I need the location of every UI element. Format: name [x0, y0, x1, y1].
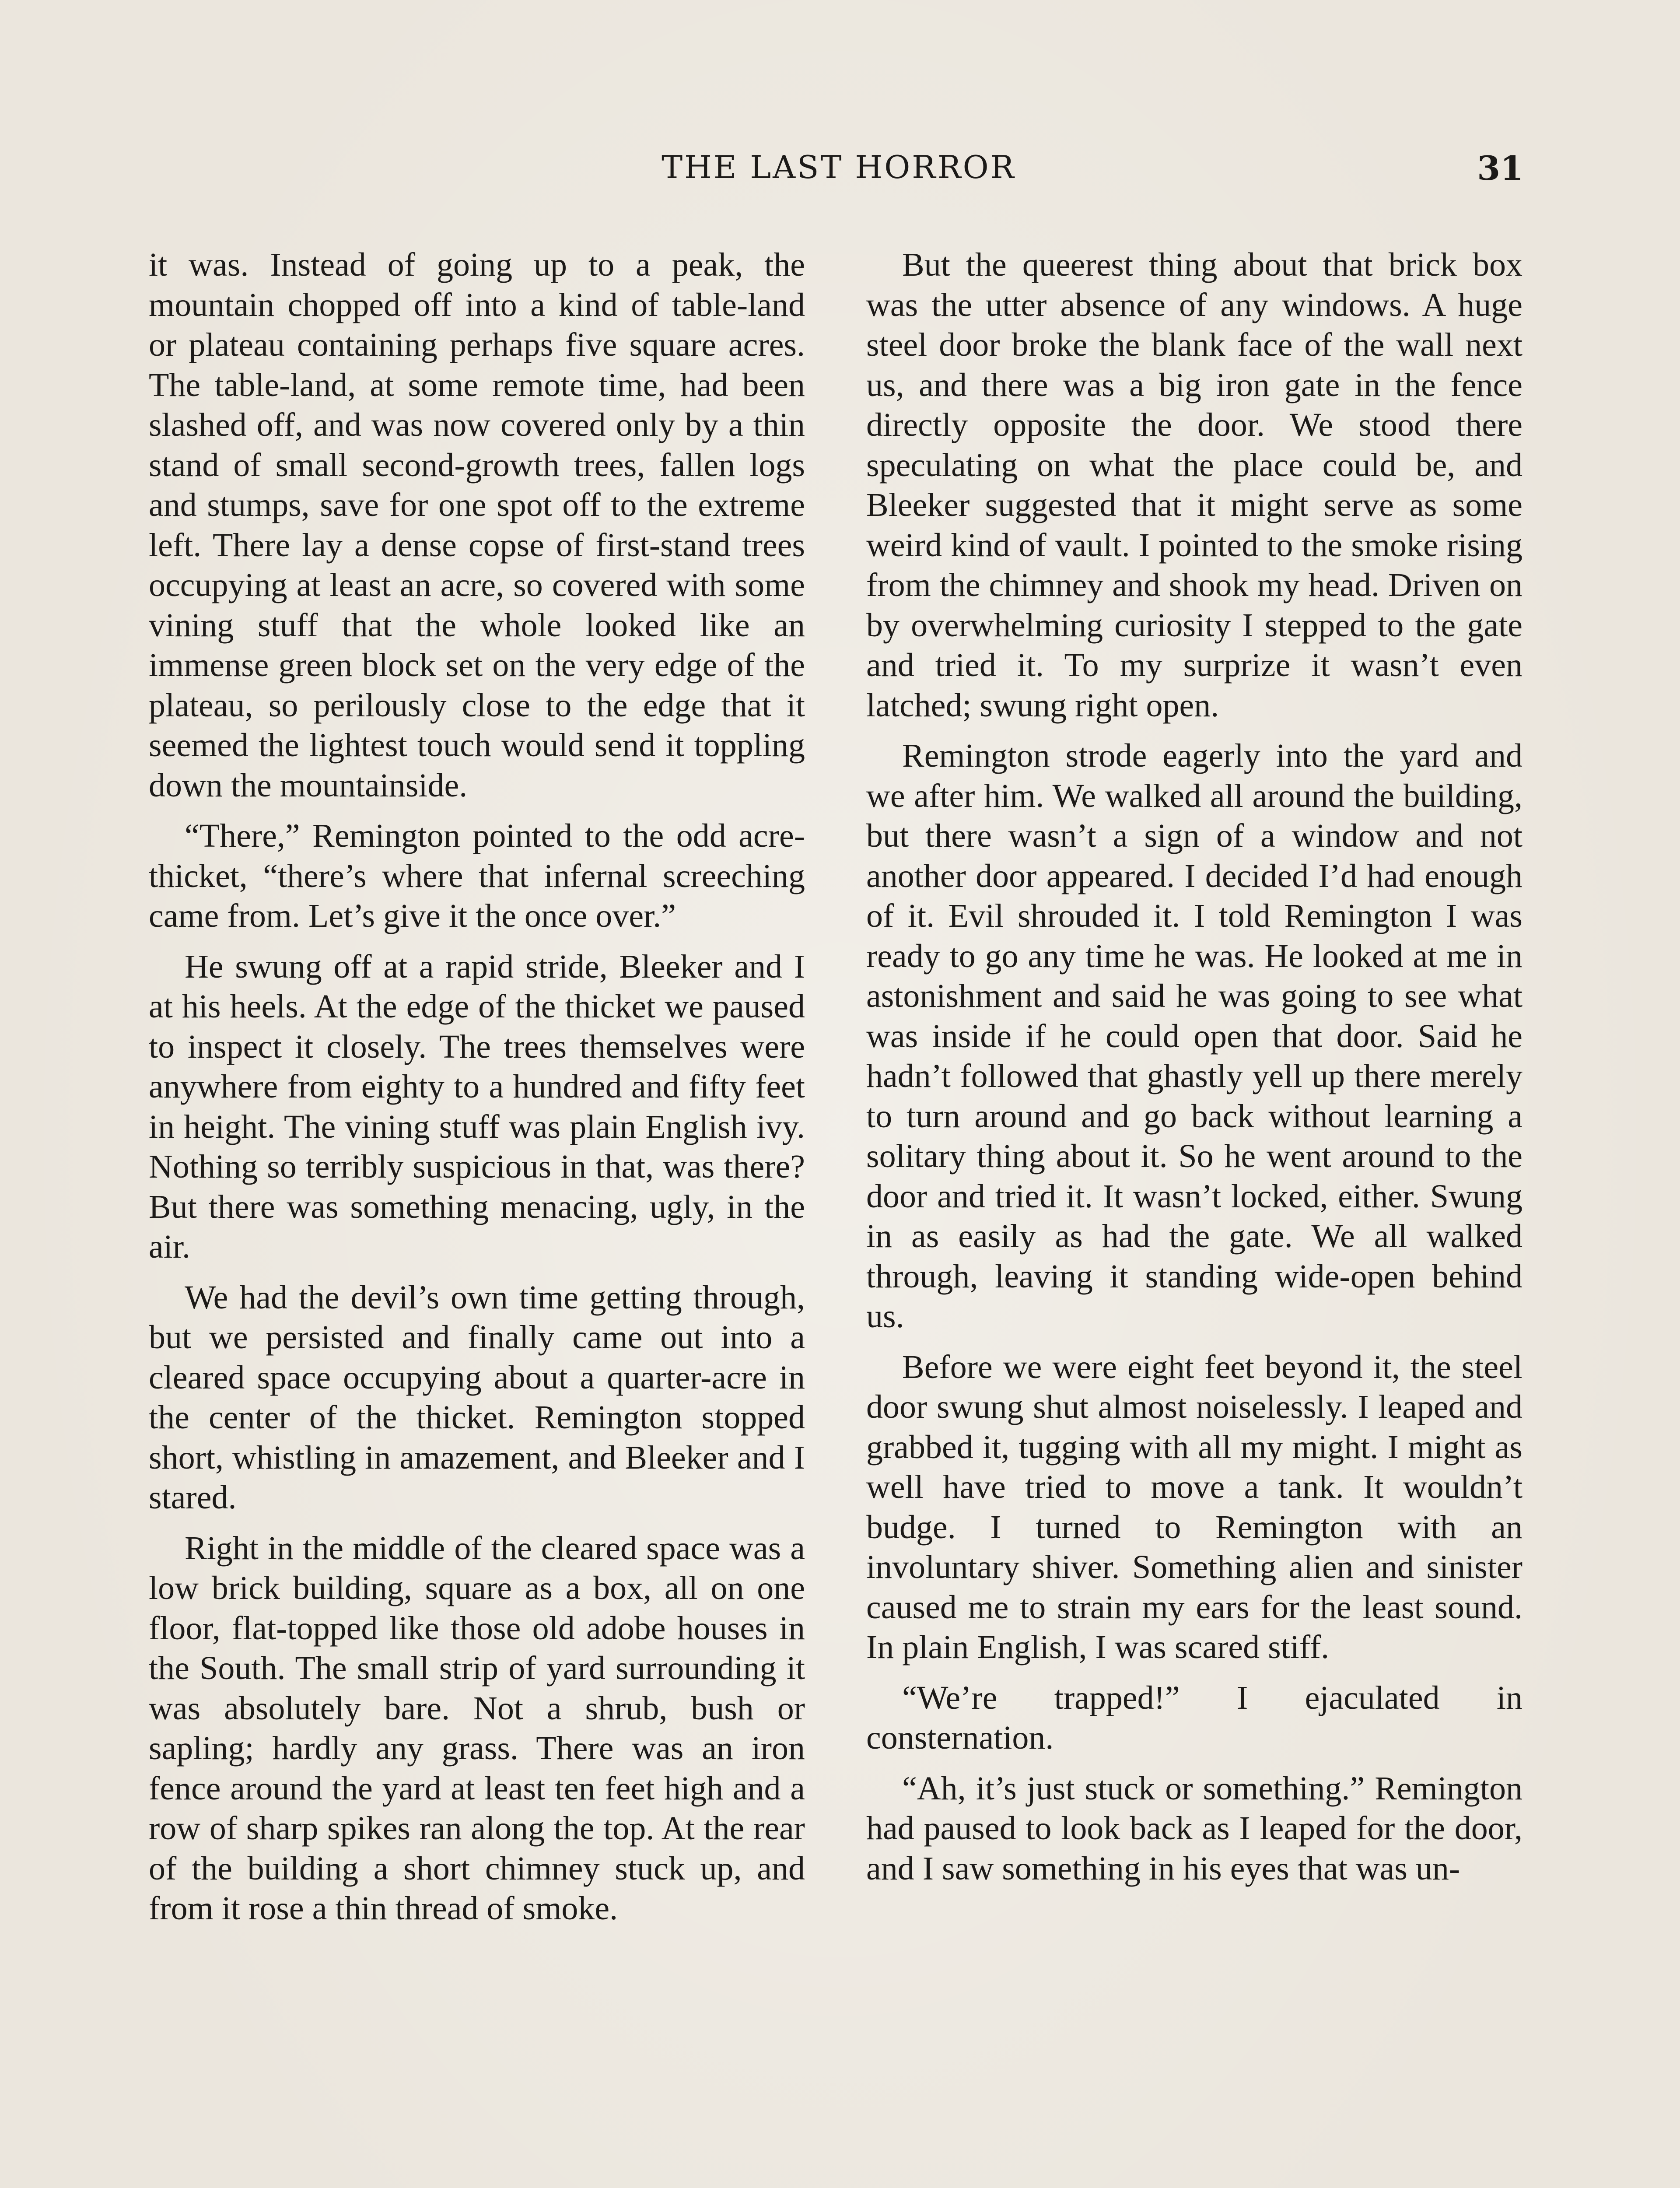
left-column: [149, 245, 805, 1939]
paragraph: “We’re trapped!” I ejaculated in consternation.: [866, 1679, 1522, 1756]
paragraph: He swung off at a rapid stride, Bleeker and I at his heels. At the edge of the thicket we paused to inspect it closely. The trees themselves were anywhere from eighty to a hundred and fifty feet in height. The vining stuff was plain English ivy. Nothing so terribly suspicious in that, was there? But there was something menacing, ugly, in the air.: [149, 948, 805, 1265]
right-column: [866, 245, 1522, 1899]
paragraph: it was. Instead of going up to a peak, the mountain chopped off into a kind of table-land or plateau containing perhaps five square acres. The table-land, at some remote time, had been slashed off, and was now covered only by a thin stand of small second-growth trees, fallen logs and stumps, save for one spot off to the extreme left. There lay a dense copse of first-stand trees occupying at least an acre, so covered with some vining stuff that the whole looked like an immense green block set on the very edge of the plateau, so perilously close to the edge that it seemed the lightest touch would send it toppling down the mountainside.: [149, 246, 805, 804]
running-head: [154, 149, 1523, 197]
paragraph: “There,” Remington pointed to the odd acre-thicket, “there’s where that infernal screeching came from. Let’s give it the once over.”: [149, 817, 805, 934]
paragraph: We had the devil’s own time getting through, but we persisted and finally came out into a cleared space occupying about a quarter-acre in the center of the thicket. Remington stopped short, whistling in amazement, and Bleeker and I stared.: [149, 1279, 805, 1516]
running-title: THE LAST HORROR: [662, 149, 1016, 186]
paragraph: Remington strode eagerly into the yard and we after him. We walked all around the building, but there wasn’t a sign of a window and not another door appeared. I decided I’d had enough of it. Evil shrouded it. I told Remington I was ready to go any time he was. He looked at me in astonishment and said he was going to see what was inside if he could open that door. Said he hadn’t followed that ghastly yell up there merely to turn around and go back without learning a solitary thing about it. So he went around to the door and tried it. It wasn’t locked, either. Swung in as easily as had the gate. We all walked through, leaving it standing wide-open behind us.: [866, 737, 1522, 1335]
paragraph: Right in the middle of the cleared space was a low brick building, square as a box, all on one floor, flat-topped like those old adobe houses in the South. The small strip of yard surrounding it was absolutely bare. Not a shrub, bush or sapling; hardly any grass. There was an iron fence around the yard at least ten feet high and a row of sharp spikes ran along the top. At the rear of the building a short chimney stuck up, and from it rose a thin thread of smoke.: [149, 1529, 805, 1927]
paragraph: But the queerest thing about that brick box was the utter absence of any windows. A huge steel door broke the blank face of the wall next us, and there was a big iron gate in the fence directly opposite the door. We stood there speculating on what the place could be, and Bleeker suggested that it might serve as some weird kind of vault. I pointed to the smoke rising from the chimney and shook my head. Driven on by overwhelming curiosity I stepped to the gate and tried it. To my surprize it wasn’t even latched; swung right open.: [866, 246, 1522, 724]
paragraph: “Ah, it’s just stuck or something.” Remington had paused to look back as I leaped for the door, and I saw something in his eyes that was un-: [866, 1770, 1522, 1887]
paragraph: Before we were eight feet beyond it, the steel door swung shut almost noiselessly. I leaped and grabbed it, tugging with all my might. I might as well have tried to move a tank. It wouldn’t budge. I turned to Remington with an involuntary shiver. Something alien and sinister caused me to strain my ears for the least sound. In plain English, I was scared stiff.: [866, 1348, 1522, 1666]
page-number: 31: [1477, 149, 1523, 188]
